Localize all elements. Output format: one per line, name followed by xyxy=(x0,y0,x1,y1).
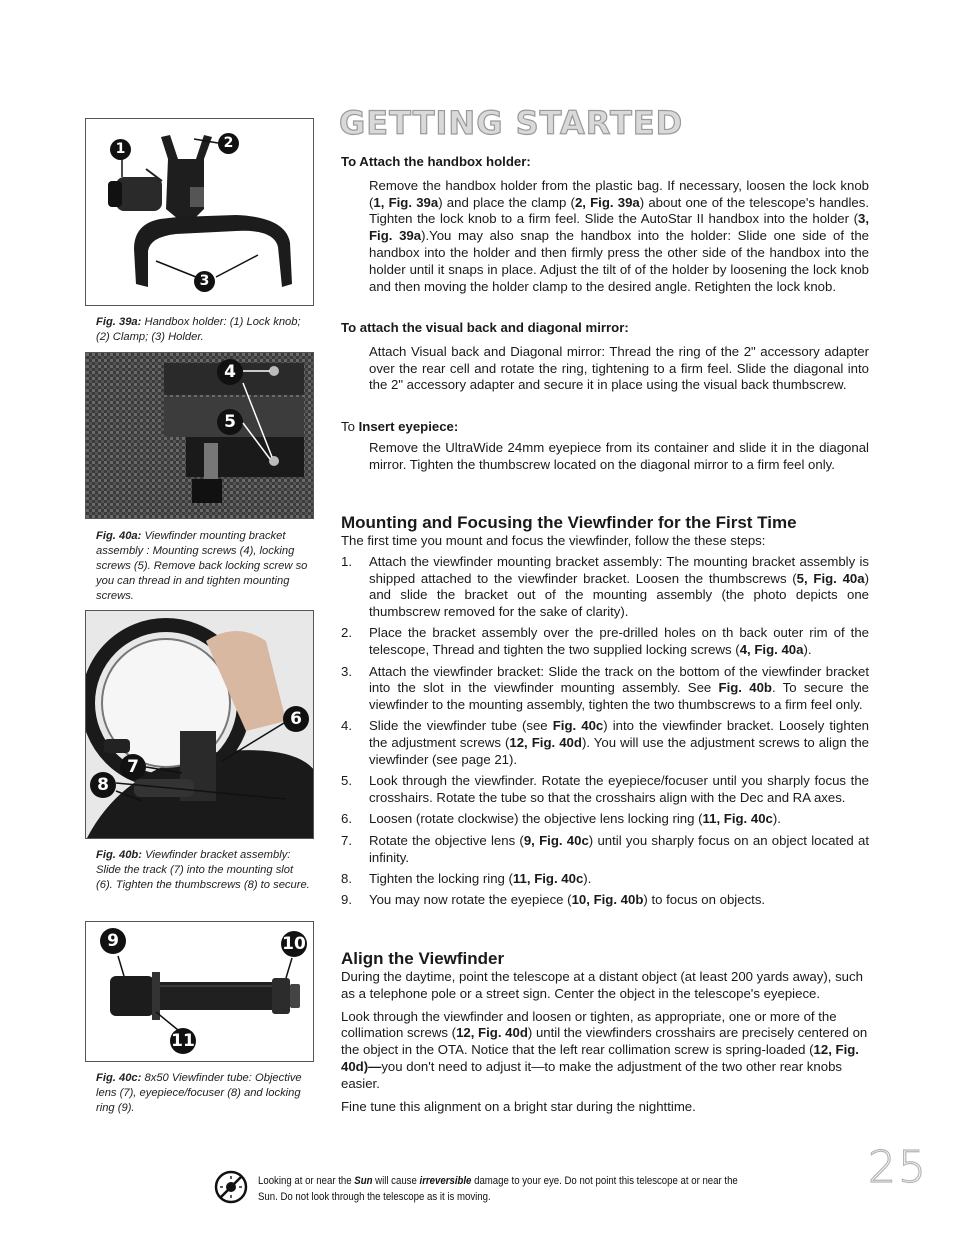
text-run: ) about one of the telescope's handles. Tighten the lock knob to a firm feel. Slide the AutoStar II handbox into the holder ( xyxy=(369,194,869,227)
mounting-step xyxy=(341,718,869,768)
page-number: 25 xyxy=(868,1142,928,1193)
handbox-section xyxy=(341,154,869,295)
step-text: Attach the viewfinder mounting bracket assembly: The mounting bracket assembly is shipped attached to the viewfinder bracket. Loosen the thumbscrews ( xyxy=(369,553,869,586)
emphasis: irreversible xyxy=(419,1175,472,1187)
step-text: ). You will use the adjustment screws to align the viewfinder (see page 21). xyxy=(369,735,869,768)
step-number: 7. xyxy=(341,832,352,848)
step-text: Tighten the locking ring ( xyxy=(369,870,513,886)
callout-6: 6 xyxy=(283,706,309,732)
text-run: Looking at or near the xyxy=(258,1175,355,1187)
sun-warning-text xyxy=(258,1173,740,1205)
step-number: 4. xyxy=(341,718,352,734)
heading-bold: Insert eyepiece: xyxy=(358,419,459,434)
mounting-step xyxy=(341,811,869,828)
step-text: . To secure the viewfinder to the mounting assembly, tighten the two thumbscrews to a firm feel only. xyxy=(369,680,870,713)
emphasis: Sun xyxy=(354,1175,373,1187)
visual-back-section xyxy=(341,320,869,394)
mounting-step xyxy=(341,625,869,659)
step-text: ) to focus on objects. xyxy=(643,892,766,908)
step-text: ). xyxy=(583,870,592,886)
figure-ref: 1, Fig. 39a xyxy=(373,194,439,210)
text-run: damage to your eye. Do not point this telescope at or near the Sun. Do not look through the telescope as it is moving. xyxy=(258,1175,738,1203)
align-heading: Align the Viewfinder xyxy=(341,949,505,968)
step-number: 1. xyxy=(341,553,352,569)
align-section xyxy=(341,949,869,1115)
figure-ref: 4, Fig. 40a xyxy=(739,642,804,658)
step-text: ) and slide the bracket out of the mounting assembly (the photo depicts one thumbscrew removed for the sake of clarity). xyxy=(369,570,869,620)
step-number: 3. xyxy=(341,663,352,679)
text-run: Remove the handbox holder from the plastic bag. If necessary, loosen the lock knob ( xyxy=(369,177,869,210)
fig39a-leader-arrows xyxy=(86,119,314,306)
section-title: GETTING STARTED xyxy=(339,104,684,142)
caption-text: 8x50 Viewfinder tube: Objective lens (7), eyepiece/focuser (8) and locking ring (9). xyxy=(96,1072,302,1114)
step-text: Attach the viewfinder bracket: Slide the track on the bottom of the viewfinder bracket into the slot in the viewfinder mounting assembly. See xyxy=(369,663,869,696)
align-paragraph-2 xyxy=(341,1009,869,1093)
figure-ref: 12, Fig. 40d xyxy=(456,1025,528,1041)
figure-ref: 11, Fig. 40c xyxy=(512,870,584,886)
mounting-step xyxy=(341,871,869,888)
step-text: Rotate the objective lens ( xyxy=(369,832,524,848)
step-number: 8. xyxy=(341,870,352,886)
text-run: you don't need to adjust it—to make the adjustment of the two other rear knobs easier. xyxy=(341,1058,842,1091)
align-paragraph-3: Fine tune this alignment on a bright star during the nighttime. xyxy=(341,1098,696,1114)
step-text: ) until you sharply focus on an object located at infinity. xyxy=(369,832,869,865)
text-run: ) and place the clamp ( xyxy=(438,194,575,210)
step-text: ) into the viewfinder bracket. Loosely tighten the adjustment screws ( xyxy=(369,718,869,751)
mounting-step xyxy=(341,833,869,867)
figure-ref: Fig. 40b xyxy=(718,680,772,696)
eyepiece-section xyxy=(341,419,869,473)
no-sun-warning-icon xyxy=(214,1170,248,1204)
figure-ref: Fig. 40c xyxy=(552,718,604,734)
callout-3: 3 xyxy=(194,271,215,292)
figure-ref: 3, Fig. 39a xyxy=(369,211,869,244)
visual-back-paragraph: Attach Visual back and Diagonal mirror: Thread the ring of the 2" accessory adapter over the rear cell and rotate the ring, tightening to a firm feel. Slide the diagonal into the 2" accessory adapter and secure it in place using the visual back thumbscrew. xyxy=(369,343,869,393)
caption-label: Fig. 39a: xyxy=(96,316,142,328)
eyepiece-paragraph: Remove the UltraWide 24mm eyepiece from its container and slide it in the diagonal mirror. Tighten the thumbscrew located on the diagonal mirror to a firm feel only. xyxy=(369,439,869,472)
mounting-steps-list xyxy=(341,554,869,909)
text-run: Look through the viewfinder and loosen or tighten, as appropriate, one or more of the collimation screws ( xyxy=(341,1008,837,1041)
figure-39a-handbox-holder xyxy=(85,118,314,306)
handbox-paragraph xyxy=(369,178,869,296)
figure-ref: 10, Fig. 40b xyxy=(571,892,644,908)
caption-label: Fig. 40b: xyxy=(96,849,142,861)
caption-text: Handbox holder: (1) Lock knob; (2) Clamp; (3) Holder. xyxy=(96,316,301,343)
mounting-step xyxy=(341,554,869,621)
step-text: ). xyxy=(772,811,781,827)
caption-label: Fig. 40c: xyxy=(96,1072,142,1084)
callout-8: 8 xyxy=(90,772,116,798)
callout-9: 9 xyxy=(100,928,126,954)
eyepiece-heading xyxy=(341,419,869,436)
mounting-step xyxy=(341,892,869,909)
mounting-step xyxy=(341,664,869,714)
callout-4: 4 xyxy=(217,359,243,385)
fig40c-leader-arrows xyxy=(86,922,314,1062)
step-number: 9. xyxy=(341,892,352,908)
callout-5: 5 xyxy=(217,409,243,435)
text-run: ).You may also snap the handbox into the holder: Slide one side of the handbox into the holder and then firmly press the other side of the handbox into the holder until it snaps in place. Adjust the tilt of of the holder by loosening the lock knob and then moving the holder clamp to the desired angle. Retighten the lock knob. xyxy=(369,228,869,294)
figure-40c-viewfinder-tube xyxy=(85,921,314,1062)
step-text: ). xyxy=(803,642,812,658)
mounting-heading: Mounting and Focusing the Viewfinder for the First Time xyxy=(341,513,797,532)
caption-fig40b xyxy=(96,848,311,893)
text-run: will cause xyxy=(372,1175,420,1187)
step-text: Loosen (rotate clockwise) the objective lens locking ring ( xyxy=(369,811,703,827)
caption-fig39a xyxy=(96,315,311,345)
handbox-heading: To Attach the handbox holder: xyxy=(341,154,531,169)
caption-fig40a xyxy=(96,529,311,604)
step-text: Look through the viewfinder. Rotate the eyepiece/focuser until you sharply focus the crosshairs. Rotate the tube so that the crosshairs align with the Dec and RA axes. xyxy=(369,773,869,806)
callout-1: 1 xyxy=(110,139,131,160)
figure-ref: 12, Fig. 40d)— xyxy=(341,1042,859,1074)
figure-ref: 12, Fig. 40d xyxy=(509,735,582,751)
figure-40a-bracket-assembly xyxy=(85,352,314,519)
callout-10: 10 xyxy=(281,931,307,957)
callout-2: 2 xyxy=(218,133,239,154)
mounting-section xyxy=(341,513,869,913)
align-paragraph-1: During the daytime, point the telescope at a distant object (at least 200 yards away), such as a telephone pole or a street sign. Center the object in the telescope's eyepiece. xyxy=(341,969,863,1001)
figure-ref: 2, Fig. 39a xyxy=(574,194,640,210)
mounting-intro: The first time you mount and focus the viewfinder, follow the these steps: xyxy=(341,533,766,548)
text-run: ) until the viewfinders crosshairs are precisely centered on the object in the OTA. Notice that the left rear collimation screw is spring-loaded ( xyxy=(341,1025,868,1058)
figure-ref: 11, Fig. 40c xyxy=(702,811,773,827)
figure-40b-viewfinder-bracket xyxy=(85,610,314,839)
heading-prefix: To xyxy=(341,419,359,434)
fig40b-leader-arrows xyxy=(86,611,314,839)
step-text: Place the bracket assembly over the pre-drilled holes on th back outer rim of the telescope, Thread and tighten the two supplied locking screws ( xyxy=(369,625,869,658)
caption-fig40c xyxy=(96,1071,311,1116)
fig40a-leader-arrows xyxy=(86,353,314,519)
callout-7: 7 xyxy=(120,754,146,780)
figure-ref: 9, Fig. 40c xyxy=(523,832,589,848)
caption-text: Viewfinder mounting bracket assembly : Mounting screws (4), locking screws (5). Remove back locking screw so you can thread in and tighten mounting screws. xyxy=(96,530,308,602)
step-number: 5. xyxy=(341,773,352,789)
step-number: 6. xyxy=(341,811,352,827)
visual-back-heading: To attach the visual back and diagonal mirror: xyxy=(341,320,629,335)
step-text: You may now rotate the eyepiece ( xyxy=(369,892,572,908)
step-text: Slide the viewfinder tube (see xyxy=(369,718,553,734)
figure-ref: 5, Fig. 40a xyxy=(796,570,865,586)
callout-11: 11 xyxy=(170,1028,196,1054)
caption-text: Viewfinder bracket assembly: Slide the track (7) into the mounting slot (6). Tighten the thumbscrews (8) to secure. xyxy=(96,849,310,891)
caption-label: Fig. 40a: xyxy=(96,530,142,542)
mounting-step xyxy=(341,773,869,807)
step-number: 2. xyxy=(341,625,352,641)
